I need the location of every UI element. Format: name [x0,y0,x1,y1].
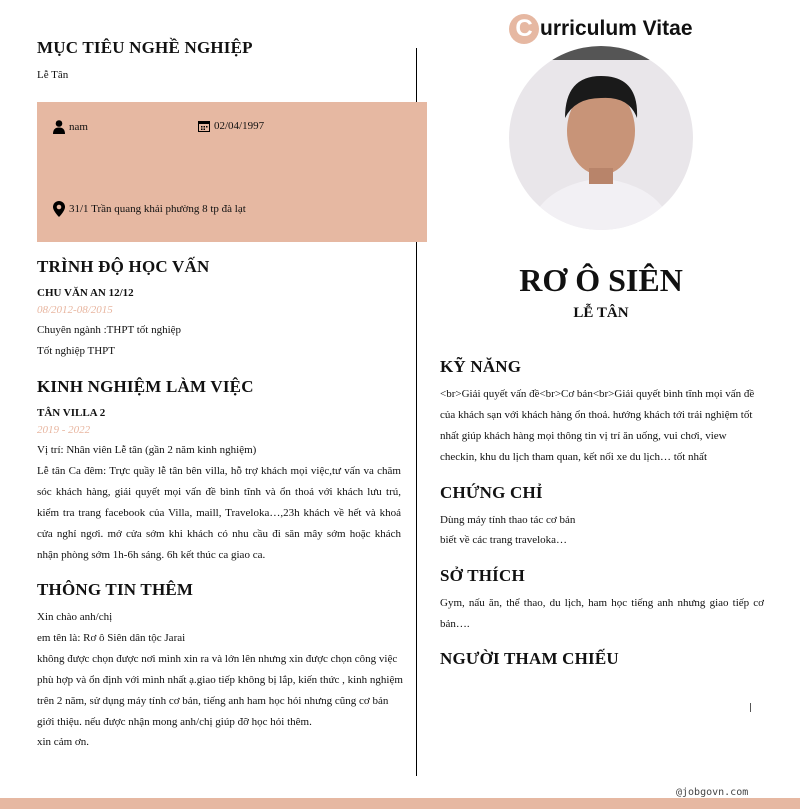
gender-row [53,120,88,134]
certificates-title: CHỨNG CHỈ [440,483,543,502]
gender-value: nam [69,121,88,133]
logo-letter: C [509,14,539,44]
profile-name: RƠ Ô SIÊN [519,262,683,298]
additional-title: THÔNG TIN THÊM [37,580,194,599]
education-school: CHU VĂN AN 12/12 [37,287,134,299]
experience-title: KINH NGHIỆM LÀM VIỆC [37,377,254,396]
additional-line: xin cảm ơn. [37,736,89,748]
experience-description: Lễ tân Ca đêm: Trực quầy lễ tân bên villa, hỗ trợ khách mọi việc,tư vấn va chăm sóc khách hàng, giải quyết mọi vấn đề bình tĩnh và ổn thoả với khách lưu trú, kiểm tra trang facebook của Villa, maill, Traveloka…,23h khách về hết và khoá cửa nghỉ ngơi. mở cửa sớm khi khách có nhu cầu đi săn mây sớm hoặc khách nhận phòng sớm 1h-6h sáng. 6h kết thúc ca giao ca. [37,465,401,561]
address-row [53,201,246,217]
personal-info-box [37,102,427,242]
skills-title: KỸ NĂNG [440,357,522,376]
calendar-icon [198,120,210,132]
text-cursor [750,703,751,712]
education-detail: Tốt nghiệp THPT [37,345,116,357]
objective-text: Lễ Tân [37,69,69,81]
logo-text: urriculum Vitae [540,17,693,40]
experience-period: 2019 - 2022 [37,424,91,436]
additional-line: Xin chào anh/chị [37,611,113,623]
address-value: 31/1 Trần quang khải phường 8 tp đà lạt [69,203,246,215]
education-title: TRÌNH ĐỘ HỌC VẤN [37,257,210,276]
person-icon [53,120,65,134]
birthday-row [198,120,264,132]
footer-bar [0,798,800,809]
profile-role: LỄ TÂN [573,305,629,321]
experience-company: TÂN VILLA 2 [37,407,106,419]
profile-photo [509,46,693,230]
watermark: @jobgovn.com [676,787,749,798]
hobbies-text: Gym, nấu ăn, thể thao, du lịch, ham học tiếng anh nhưng giao tiếp cơ bản…. [440,597,764,630]
hobbies-title: SỞ THÍCH [440,566,525,585]
certificate-item: Dùng máy tính thao tác cơ bản [440,514,576,526]
objective-title: MỤC TIÊU NGHỀ NGHIỆP [37,38,253,57]
experience-position: Vị trí: Nhân viên Lễ tân (gần 2 năm kinh nghiệm) [37,444,257,456]
references-title: NGƯỜI THAM CHIẾU [440,649,619,668]
skills-text: <br>Giải quyết vấn đề<br>Cơ bản<br>Giải quyết bình tĩnh mọi vấn đề của khách sạn với khách hàng ổn thoả. hướng khách tới trải nghiệm tốt nhất giúp khách hàng mọi thông tin vị trí ăn uống, vui chơi, view checkin, khu du lịch tham quan, kết nối xe du lịch… tốt nhất [440,388,755,463]
education-period: 08/2012-08/2015 [37,304,113,316]
education-major: Chuyên ngành :THPT tốt nghiệp [37,324,182,336]
certificate-item: biết về các trang traveloka… [440,534,568,546]
cv-logo [509,14,693,44]
additional-line: em tên là: Rơ ô Siên dân tộc Jarai [37,632,186,644]
additional-line: không được chọn được nơi mình xin ra và lớn lên nhưng xin được chọn công việc phù hợp và ổn định với mình nhất ạ.giao tiếp không bị lắp, kiến thức , kinh nghiệm trên 2 năm, sử dụng máy tính cơ bản, tiếng anh ham học hỏi nhưng cũng cơ bản giới thiệu. nếu được nhận mong anh/chị giúp đỡ học hỏi thêm. [37,653,403,728]
location-pin-icon [53,201,65,217]
birthday-value: 02/04/1997 [214,120,265,132]
